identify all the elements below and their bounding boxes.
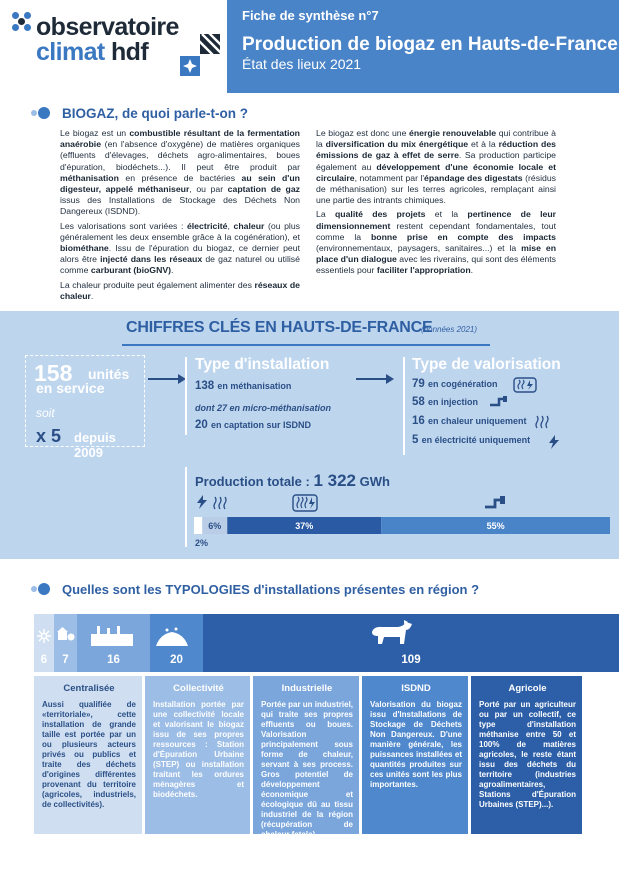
valor-item: 16 en chaleur uniquement (412, 415, 527, 427)
bullet-small-icon (31, 110, 37, 116)
header-banner (227, 0, 619, 93)
logo-text-2: climat hdf (36, 38, 149, 66)
intro-right-column (316, 128, 556, 280)
typology-card-text: Portée par un industriel, qui traite ses propres effluents ou boues. Valorisation principalement sous forme de chaleur, servant à ses process. Gros potentiel de développement économique et écologique dû au tissu industriel de la région (récupération de chaleur fatale). (261, 700, 354, 839)
typology-card-industrial (253, 676, 359, 839)
typology-card-title: Collectivité (173, 683, 224, 694)
install-meth: 138 en méthanisation (195, 380, 292, 392)
install-micro: dont 27 en micro-méthanisation (195, 403, 332, 413)
valor-item: 5 en électricité uniquement (412, 434, 531, 446)
bar-label: 37% (295, 521, 314, 531)
valor-item: 79 en cogénération (412, 378, 498, 390)
install-title: Type d'installation (195, 356, 330, 373)
typology-card-collectivity (145, 676, 250, 834)
units-box (25, 355, 145, 460)
divider (185, 467, 187, 547)
growth-since: depuis 2009 (74, 430, 116, 460)
typology-card-title: ISDND (401, 683, 431, 694)
page-subtitle: État des lieux 2021 (242, 56, 362, 72)
logo-text: observatoire (36, 13, 179, 41)
key-figures-note: (données 2021) (421, 325, 478, 334)
typology-count: 6 (40, 654, 48, 666)
growth-factor: x 5 (36, 426, 62, 446)
units-soit: soit (36, 406, 55, 420)
page-title: Production de biogaz en Hauts-de-France (242, 34, 618, 55)
production-total: Production totale : 1 322 GWh (195, 471, 390, 490)
typology-card-agricultural (471, 676, 582, 834)
bar-label: 2% (195, 538, 209, 548)
install-isdnd: 20 en captation sur ISDND (195, 419, 312, 431)
typology-card-centralised (34, 676, 142, 834)
key-figures-title: CHIFFRES CLÉS EN HAUTS-DE-FRANCE (126, 319, 433, 336)
star-badge-icon (180, 56, 200, 76)
intro-paragraph: Le biogaz est un combustible résultant de la fermentation anaérobie (en l'absence d'oxygène) de matières organiques (effluents d'élevages, déchets agro-alimentaires, boues d'épuration, biodéchets...). Il peut être produit par méthanisation en présence de bactéries au sein d'un digesteur, appelé méthaniseur, ou par captation de gaz issus des Installations de Stockage des Déchets Non Dangereux (ISDND). (60, 128, 301, 217)
typology-card-text: Installation portée par une collectivité locale et valorisant le biogaz issu de ses propres ressources : Station d'Épuration Urbaine (STEP) ou installation traitant les ordures ménagères et biodéchets. (153, 700, 244, 799)
typology-band (34, 614, 619, 672)
typology-card-text: Porté par un agriculteur ou par un collectif, ce type d'installation méthanise entre 50 et 100% de matières agricoles, le reste étant issu des déchets du territoire (industries agroalimentaires, Stations d'Épuration Urbaines (STEP)...). (479, 700, 576, 809)
typology-card-text: Valorisation du biogaz issu d'Installations de Stockage de Déchets Non Dangereux. D'une manière générale, les puissances installées et quantités produites sur ces unités sont les plus importantes. (370, 700, 462, 789)
typology-card-isdnd (362, 676, 468, 834)
logo-dots-icon (12, 12, 34, 34)
typology-count: 16 (107, 654, 120, 666)
bullet-icon (38, 107, 50, 119)
units-count: 158 (34, 360, 73, 386)
section-title: Quelles sont les TYPOLOGIES d'installations présentes en région ? (62, 582, 480, 597)
key-figures-panel (0, 311, 619, 559)
divider (185, 357, 187, 435)
intro-left-column (60, 128, 300, 305)
bar-label: 55% (486, 521, 505, 531)
bar-label: 6% (208, 521, 222, 531)
units-label: unités (88, 366, 130, 382)
valor-title: Type de valorisation (412, 356, 561, 373)
typology-card-title: Industrielle (281, 683, 333, 694)
typology-count: 20 (170, 654, 183, 666)
arrow-right-icon (148, 373, 188, 385)
collectivity-icon (56, 626, 76, 644)
typology-count: 7 (62, 654, 69, 666)
intro-paragraph: La chaleur produite peut également alimenter des réseaux de chaleur. (60, 279, 300, 301)
intro-paragraph: Les valorisations sont variées : électricité, chaleur (ou plus généralement les deux ensemble grâce à la cogénération), et biométhane. Issu de l'épuration du biogaz, ce dernier peut alors être injecté dans les réseaux de gaz naturel ou utilisé comme carburant (bioGNV). (60, 220, 301, 276)
valor-item: 58 en injection (412, 396, 479, 408)
fiche-number: Fiche de synthèse n°7 (242, 8, 379, 23)
typology-card-title: Agricole (508, 683, 547, 694)
landfill-icon (154, 626, 190, 648)
section-title: BIOGAZ, de quoi parle-t-on ? (62, 106, 248, 121)
region-flag-icon (200, 34, 220, 54)
production-bar-chart (194, 311, 614, 559)
bar-segment (194, 517, 202, 534)
industrial-icon (89, 624, 135, 648)
bullet-small-icon (31, 586, 37, 592)
typology-card-title: Centralisée (63, 683, 115, 694)
units-service: en service (36, 380, 105, 396)
centralized-icon (36, 628, 52, 644)
typology-count: 109 (401, 654, 421, 666)
bullet-icon (38, 583, 50, 595)
typology-card-text: Aussi qualifiée de «territoriale», cette installation de grande taille est portée par un ou plusieurs acteurs privés ou publics et traite des déchets d'origines différentes provenant du territoire (agricoles, industriels, de collectivités). (42, 700, 136, 809)
intro-paragraph: La qualité des projets et la pertinence de leur dimensionnement restent cependant fondamentales, tout comme la bonne prise en compte des impacts (environnementaux, paysagers, sanitaires...) et la mise en place d'un dialogue avec les riverains, qui sont des éléments essentiels pour faciliter l'appropriation. (316, 209, 557, 276)
intro-paragraph: Le biogaz est donc une énergie renouvelable qui contribue à la diversification du mix énergétique et à la réduction des émissions de gaz à effet de serre. Sa production participe également au développement d'une économie locale et circulaire, notamment par l'épandage des digestats (résidus de méthanisation) sur les terres agricoles, remplaçant ainsi une partie des intrants chimiques. (316, 128, 557, 206)
agricultural-icon (368, 620, 418, 650)
